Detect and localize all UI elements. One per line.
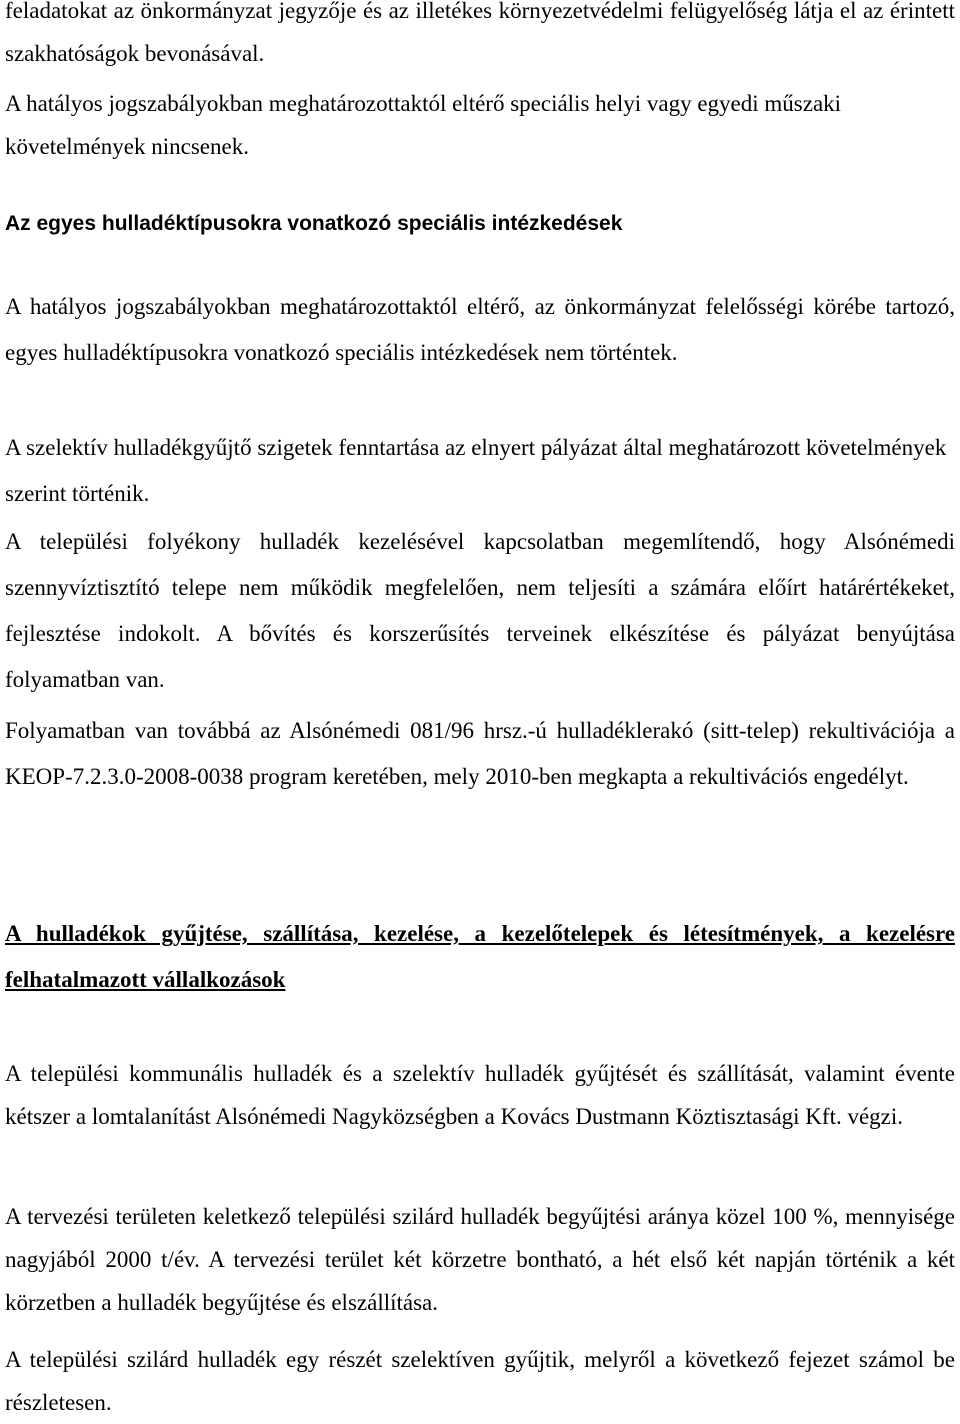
section-heading-waste-types: Az egyes hulladéktípusokra vonatkozó speciális intézkedések (5, 212, 623, 235)
section-heading-waste-collection: A hulladékok gyűjtése, szállítása, kezelése, a kezelőtelepek és létesítmények, a kezelésre felhatalmazott vállalkozások (5, 921, 955, 992)
paragraph-landfill-recultivation: Folyamatban van továbbá az Alsónémedi 081/96 hrsz.-ú hulladéklerakó (sitt-telep) rekultivációja a KEOP-7.2.3.0-2008-0038 program keretében, mely 2010-ben megkapta a rekultivációs engedélyt. (5, 718, 955, 789)
paragraph-collection-rate: A tervezési területen keletkező települési szilárd hulladék begyűjtési aránya közel 100 %, mennyisége nagyjából 2000 t/év. A tervezési terület két körzetre bontható, a hét első két napján történik a két körzetben a hulladék begyűjtése és elszállítása. (5, 1204, 955, 1315)
paragraph-collection-company: A települési kommunális hulladék és a szelektív hulladék gyűjtését és szállítását, valamint évente kétszer a lomtalanítást Alsónémedi Nagyközségben a Kovács Dustmann Köztisztasági Kft. végzi. (5, 1061, 955, 1129)
paragraph-selective-islands: A szelektív hulladékgyűjtő szigetek fenntartása az elnyert pályázat által meghatározott követelmények szerint történik. (5, 435, 947, 506)
paragraph-technical-requirements: A hatályos jogszabályokban meghatározottaktól eltérő speciális helyi vagy egyedi műszaki követelmények nincsenek. (5, 91, 842, 159)
paragraph-intro-continued: feladatokat az önkormányzat jegyzője és az illetékes környezetvédelmi felügyelőség látja el az érintett szakhatóságok bevonásával. (5, 0, 955, 66)
paragraph-liquid-waste: A települési folyékony hulladék kezelésével kapcsolatban megemlítendő, hogy Alsónémedi szennyvíztisztító telepe nem működik megfelelően, nem teljesíti a számára előírt határértékeket, fejlesztése indokolt. A bővítés és korszerűsítés terveinek elkészítése és pályázat benyújtása folyamatban van. (5, 529, 955, 692)
paragraph-special-measures: A hatályos jogszabályokban meghatározottaktól eltérő, az önkormányzat felelősségi körébe tartozó, egyes hulladéktípusokra vonatkozó speciális intézkedések nem történtek. (5, 294, 955, 365)
paragraph-selective-collection: A települési szilárd hulladék egy részét szelektíven gyűjtik, melyről a következő fejezet számol be részletesen. (5, 1347, 955, 1415)
